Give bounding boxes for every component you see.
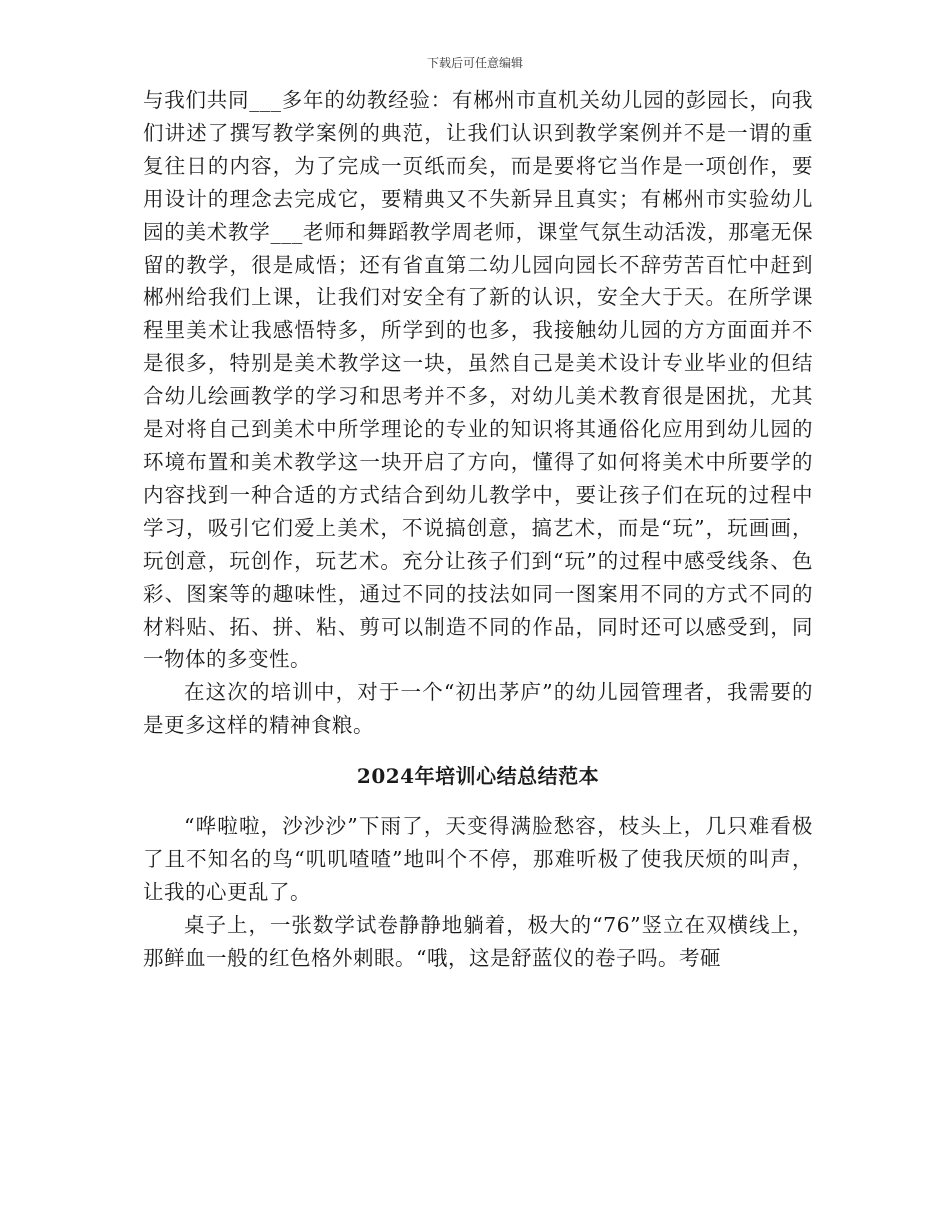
body-paragraph: “哗啦啦，沙沙沙”下雨了，天变得满脸愁容，枝头上，几只难看极了且不知名的鸟“叽叽喳喳”地叫个不停，那难听极了使我厌烦的叫声，让我的心更乱了。 — [143, 814, 813, 904]
page-header: 下载后可任意编辑 — [426, 56, 523, 70]
body-paragraph: 桌子上，一张数学试卷静静地躺着，极大的“76”竖立在双横线上，那鲜血一般的红色格外刺眼。“哦，这是舒蓝仪的卷子吗。考砸 — [143, 912, 813, 970]
body-paragraph: 在这次的培训中，对于一个“初出茅庐”的幼儿园管理者，我需要的是更多这样的精神食粮。 — [143, 680, 813, 738]
section-title: 2024年培训心结总结范本 — [356, 764, 600, 789]
document-body — [143, 84, 813, 975]
body-paragraph: 与我们共同___多年的幼教经验：有郴州市直机关幼儿园的彭园长，向我们讲述了撰写教学案例的典范，让我们认识到教学案例并不是一谓的重复往日的内容，为了完成一页纸而矣，而是要将它当作是一项创作，要用设计的理念去完成它，要精典又不失新异且真实；有郴州市实验幼儿园的美术教学___老师和舞蹈教学周老师，课堂气氛生动活泼，那毫无保留的教学，很是咸悟；还有省直第二幼儿园向园长不辞劳苦百忙中赶到郴州给我们上课，让我们对安全有了新的认识，安全大于天。在所学课程里美术让我感悟特多，所学到的也多，我接触幼儿园的方方面面并不是很多，特别是美术教学这一块，虽然自己是美术设计专业毕业的但结合幼儿绘画教学的学习和思考并不多，对幼儿美术教育很是困扰，尤其是对将自己到美术中所学理论的专业的知识将其通俗化应用到幼儿园的环境布置和美术教学这一块开启了方向，懂得了如何将美术中所要学的内容找到一种合适的方式结合到幼儿教学中，要让孩子们在玩的过程中学习，吸引它们爱上美术，不说搞创意，搞艺术，而是“玩”，玩画画，玩创意，玩创作，玩艺术。充分让孩子们到“玩”的过程中感受线条、色彩、图案等的趣味性，通过不同的技法如同一图案用不同的方式不同的材料贴、拓、拼、粘、剪可以制造不同的作品，同时还可以感受到，同一物体的多变性。 — [143, 88, 813, 672]
